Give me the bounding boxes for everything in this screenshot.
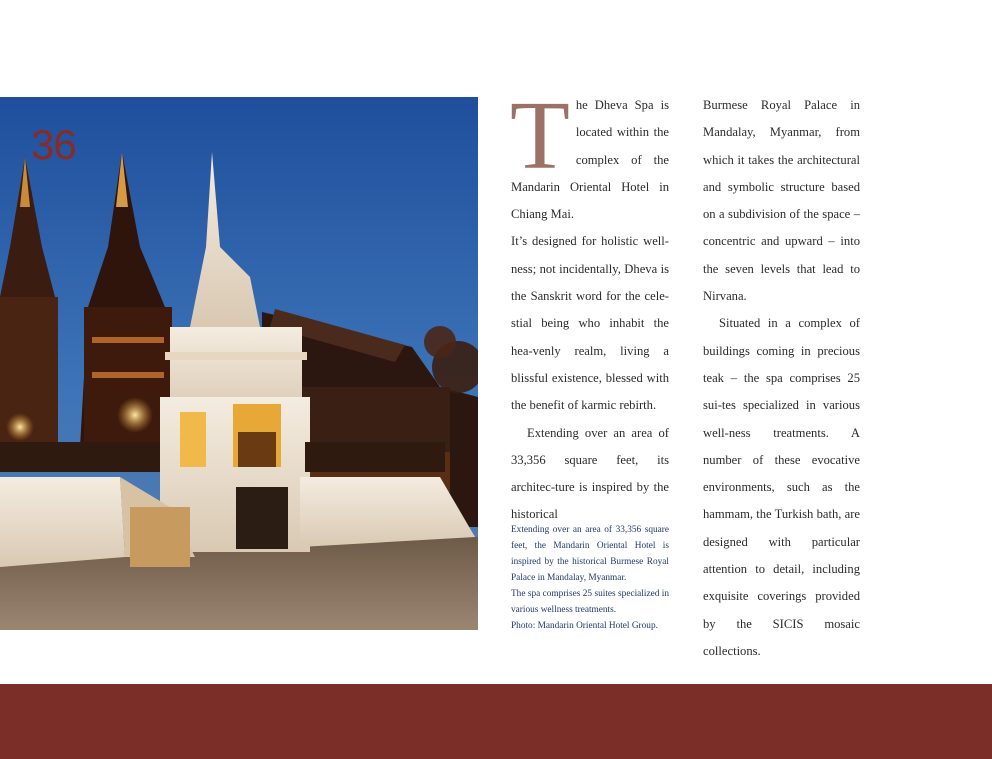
intro-paragraph <box>510 82 669 228</box>
article-column-right <box>703 92 860 665</box>
caption-line-2: The spa comprises 25 suites specialized in various wellness treatments. <box>511 589 669 615</box>
paragraph-5: Situated in a complex of buildings coming in precious teak – the spa comprises 25 sui-tes specialized in various well-ness treatments. A number of these evocative environments, such as the hammam, the Turkish bath, are designed with particular attention to detail, including exquisite coverings provided by the SICIS mosaic collections. <box>703 316 860 658</box>
paragraph-2: It’s designed for holistic well-ness; not incidentally, Dheva is the Sanskrit word for the cele-stial being who inhabit the hea-venly realm, living a blissful existence, blessed with the benefit of karmic rebirth. <box>511 234 669 413</box>
drop-cap: T <box>510 82 570 190</box>
caption-credit: Photo: Mandarin Oriental Hotel Group. <box>511 621 658 631</box>
spa-photo <box>0 97 478 630</box>
footer-band <box>0 684 992 759</box>
page-number: 36 <box>31 121 76 168</box>
caption-line-1: Extending over an area of 33,356 square feet, the Mandarin Oriental Hotel is inspired by the historical Burmese Royal Palace in Mandalay, Myanmar. <box>511 525 669 583</box>
paragraph-3: Extending over an area of 33,356 square feet, its architec-ture is inspired by the historical <box>511 425 669 522</box>
intro-text: he Dheva Spa is located within the complex of the Mandarin Oriental Hotel in Chiang Mai. <box>511 98 669 222</box>
photo-caption <box>511 522 669 634</box>
paragraph-4: Burmese Royal Palace in Mandalay, Myanmar, from which it takes the architectural and symbolic structure based on a subdivision of the space – concentric and upward – into the seven levels that lead to Nirvana. <box>703 98 860 304</box>
article-column-left <box>510 82 669 529</box>
